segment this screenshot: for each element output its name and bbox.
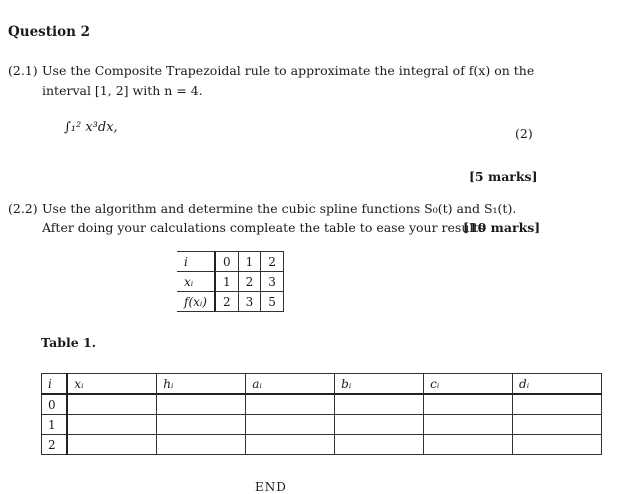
answer-cell[interactable] (513, 394, 602, 415)
answer-cell[interactable] (246, 394, 335, 415)
q22-line1: Use the algorithm and determine the cubic spline functions S₀(t) and S₁(t). (42, 201, 517, 216)
table1-caption: Table 1. (41, 335, 97, 350)
table-header-row (42, 374, 602, 395)
q22-label: (2.2) (8, 201, 38, 216)
header-cell: aᵢ (246, 374, 335, 395)
footer-end: END (255, 480, 287, 494)
answer-cell[interactable] (513, 415, 602, 435)
q21-label: (2.1) (8, 63, 38, 78)
answer-cell[interactable] (157, 415, 246, 435)
answer-cell[interactable] (335, 394, 424, 415)
table-row (42, 435, 602, 455)
answer-cell[interactable] (335, 415, 424, 435)
row-index: 1 (42, 415, 68, 435)
question-title: Question 2 (8, 24, 91, 40)
integral-expression: ∫₁² x³dx, (64, 120, 118, 135)
table-cell: i (177, 252, 215, 272)
q21-line1: Use the Composite Trapezoidal rule to approximate the integral of f(x) on the (42, 63, 535, 78)
answer-cell[interactable] (67, 394, 156, 415)
data-table (177, 251, 284, 312)
q21-line2: interval [1, 2] with n = 4. (42, 83, 203, 98)
answer-cell[interactable] (424, 415, 513, 435)
table-row (177, 252, 283, 272)
table-cell: 0 (215, 252, 238, 272)
answer-cell[interactable] (67, 435, 156, 455)
header-cell: bᵢ (335, 374, 424, 395)
header-cell: hᵢ (157, 374, 246, 395)
answer-cell[interactable] (513, 435, 602, 455)
header-cell: dᵢ (513, 374, 602, 395)
answer-cell[interactable] (424, 394, 513, 415)
header-cell: i (42, 374, 68, 395)
table-cell: 1 (215, 272, 238, 292)
table-cell: 2 (261, 252, 284, 272)
answer-cell[interactable] (157, 435, 246, 455)
table-cell: 1 (238, 252, 261, 272)
q22-marks: [10 marks] (463, 220, 541, 235)
table-row (177, 292, 283, 312)
answer-cell[interactable] (424, 435, 513, 455)
table-row (177, 272, 283, 292)
row-index: 0 (42, 394, 68, 415)
answer-cell[interactable] (246, 435, 335, 455)
cropped-text-fragment (128, 0, 388, 4)
answer-cell[interactable] (67, 415, 156, 435)
table-cell: 3 (238, 292, 261, 312)
q22-line2: After doing your calculations compleate the table to ease your results (42, 220, 485, 235)
table-row (42, 394, 602, 415)
table-cell: f(xᵢ) (177, 292, 215, 312)
results-table (41, 373, 602, 455)
answer-cell[interactable] (335, 435, 424, 455)
answer-cell[interactable] (246, 415, 335, 435)
table-cell: 2 (238, 272, 261, 292)
table-row (42, 415, 602, 435)
equation-number: (2) (515, 126, 533, 141)
table-cell: 3 (261, 272, 284, 292)
answer-cell[interactable] (157, 394, 246, 415)
header-cell: cᵢ (424, 374, 513, 395)
row-index: 2 (42, 435, 68, 455)
table-cell: xᵢ (177, 272, 215, 292)
q21-marks: [5 marks] (469, 169, 538, 184)
table-cell: 5 (261, 292, 284, 312)
header-cell: xᵢ (67, 374, 156, 395)
table-cell: 2 (215, 292, 238, 312)
